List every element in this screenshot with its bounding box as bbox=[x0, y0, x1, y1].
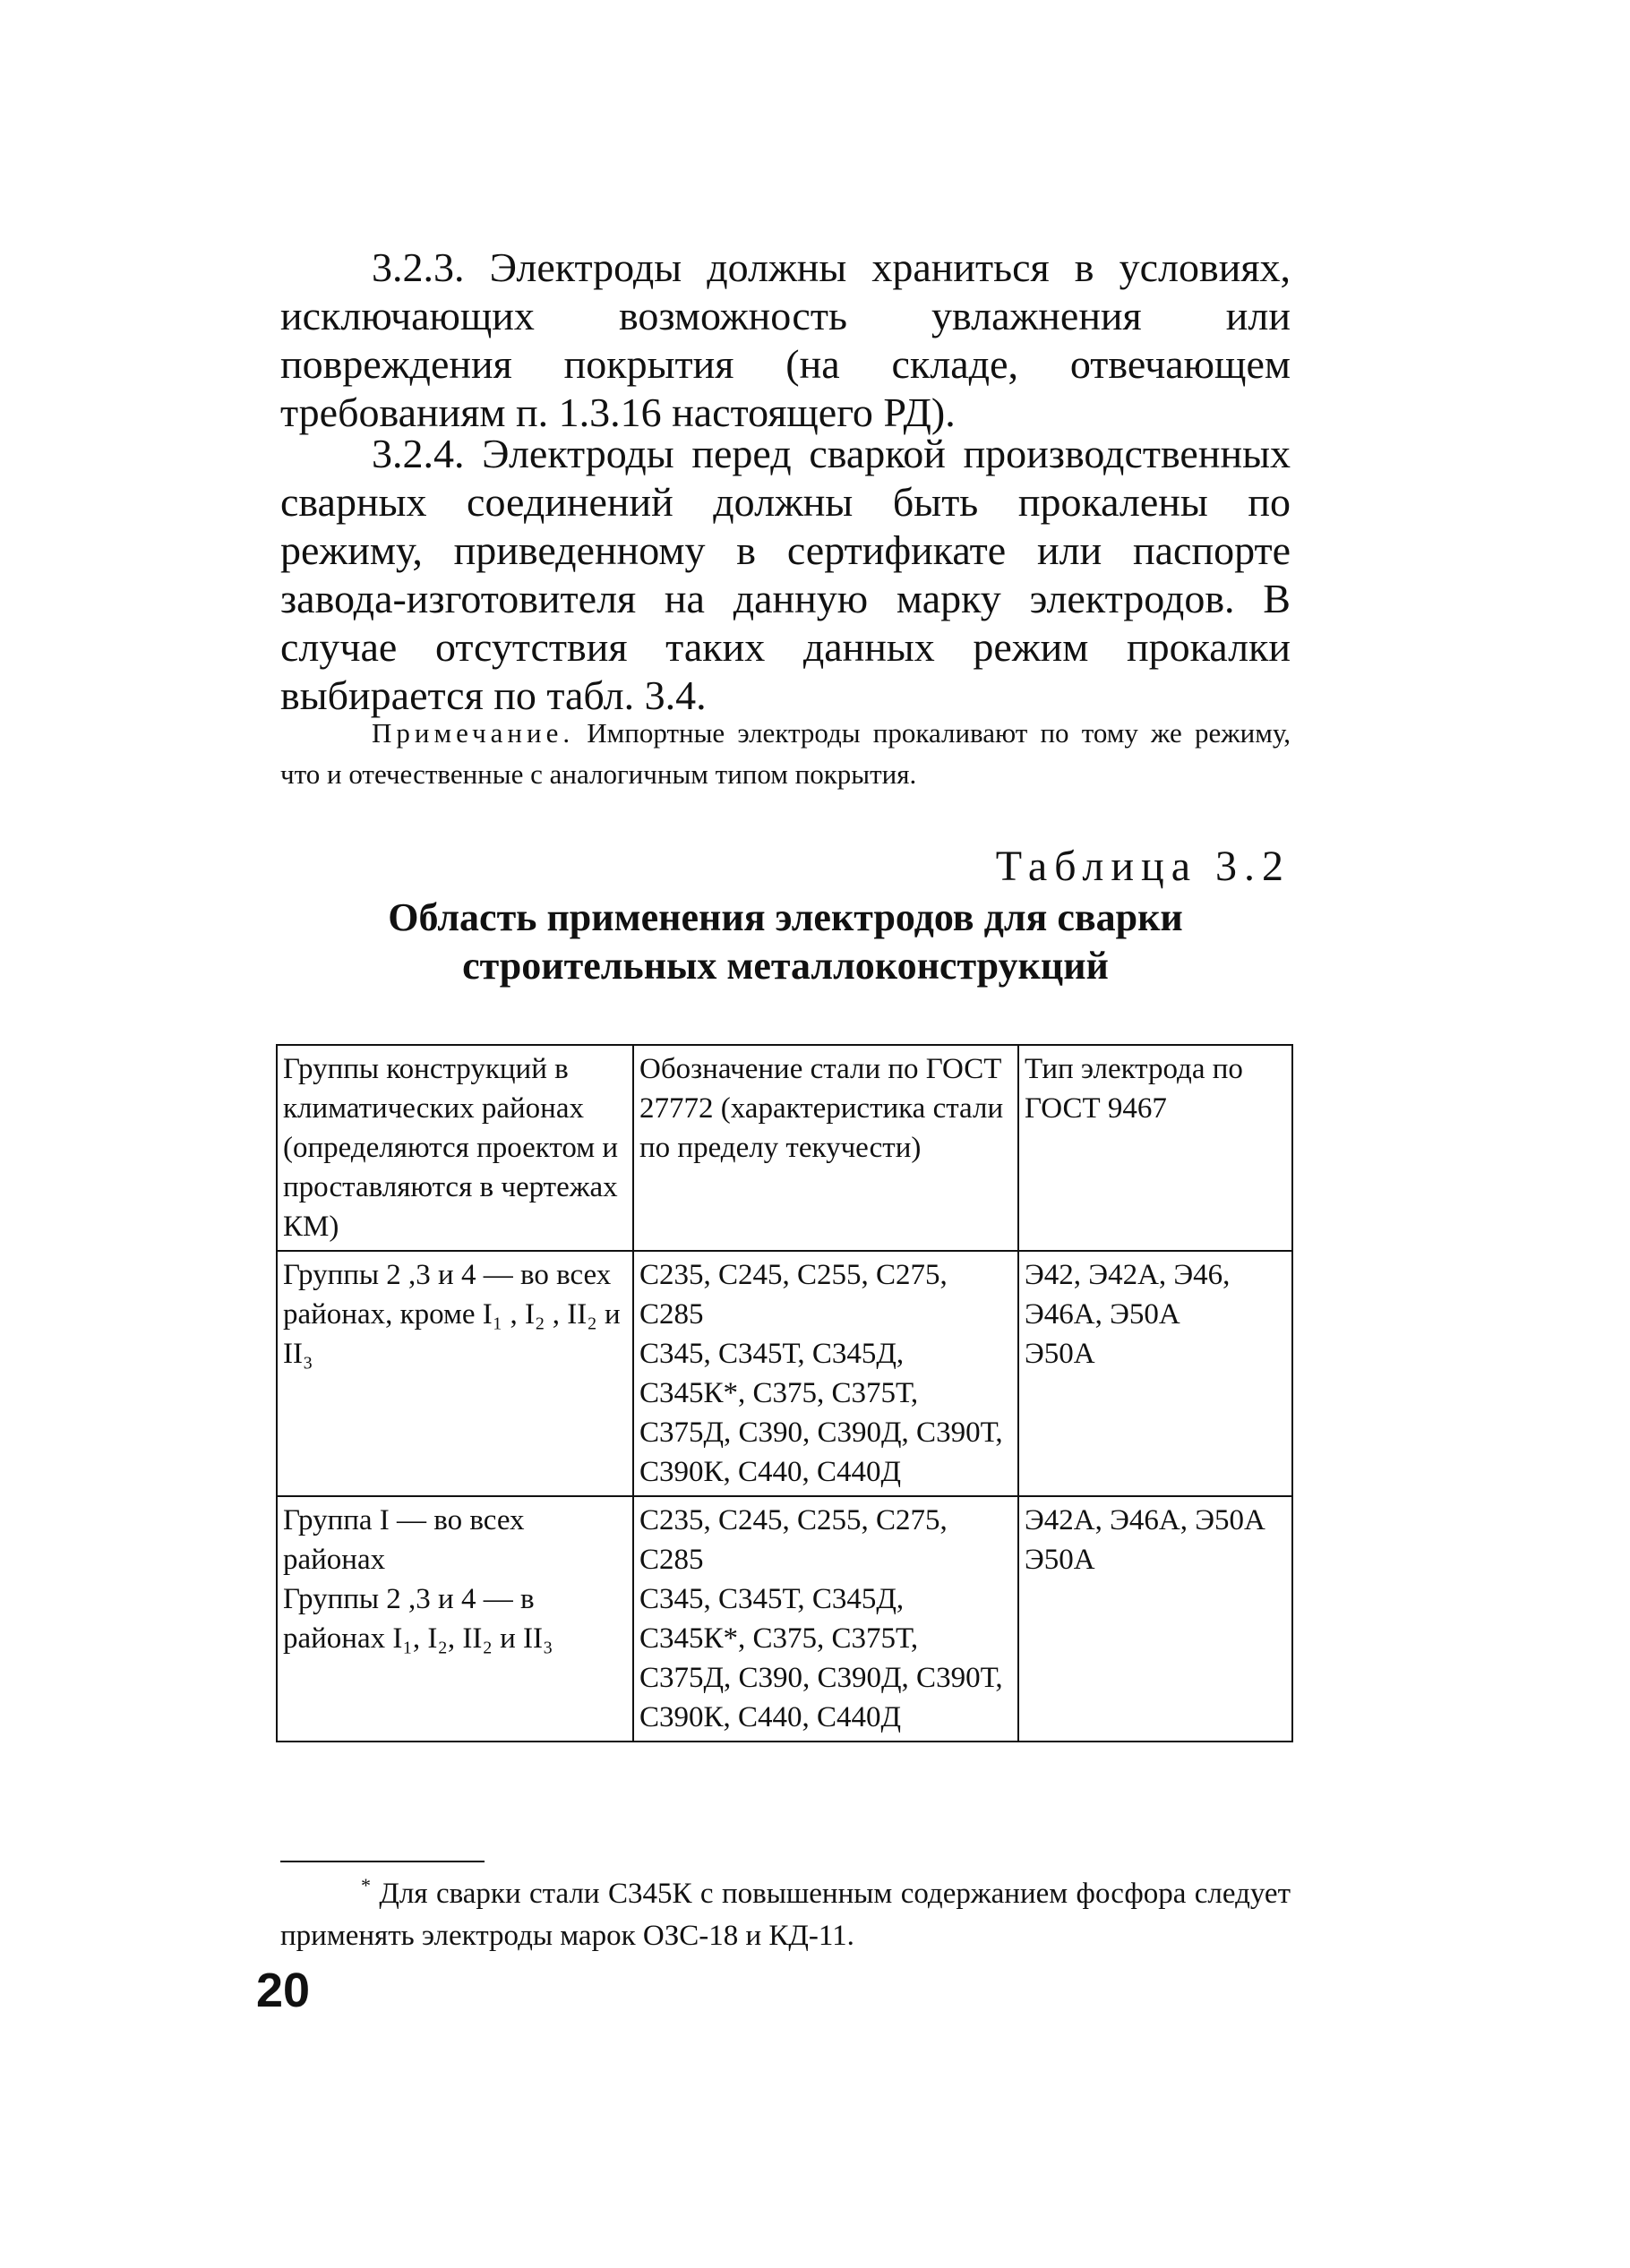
electrode-table bbox=[276, 1044, 1293, 1742]
table-cell-groups bbox=[277, 1496, 633, 1742]
footnote-text: Для сварки стали С345К с повышенным содержанием фосфора следует применять электроды марок ОЗС-18 и КД-11. bbox=[280, 1878, 1291, 1952]
groups-text: Группа I — во всех районах bbox=[283, 1504, 525, 1576]
page-number: 20 bbox=[256, 1964, 311, 2017]
electrode-list: Э42, Э42А, Э46, Э46А, Э50А bbox=[1025, 1259, 1231, 1331]
steel-list: С235, С245, С255, С275, С285 bbox=[639, 1259, 948, 1331]
footnote-divider bbox=[280, 1861, 485, 1862]
paragraph-3-2-4 bbox=[280, 430, 1291, 720]
paragraph-3-2-4-text: 3.2.4. Электроды перед сваркой производственных сварных соединений должны быть прокалены по режиму, приведенному в сертификате или паспорте завода-изготовителя на данную марку электродов. В случае отсутствия таких данных режим прокалки выбирается по табл. 3.4. bbox=[280, 431, 1291, 718]
electrode-list: Э50А bbox=[1025, 1544, 1095, 1576]
table-header-row bbox=[277, 1045, 1292, 1251]
groups-text: Группы 2 ,3 и 4 — во всех районах, кроме I₁ , I₂ , II₂ и II₃ bbox=[283, 1259, 621, 1370]
header-electrode-type: Тип электрода по ГОСТ 9467 bbox=[1018, 1045, 1292, 1251]
table-row bbox=[277, 1496, 1292, 1742]
table-cell-steel bbox=[633, 1496, 1018, 1742]
table-row bbox=[277, 1251, 1292, 1496]
header-construction-groups: Группы конструкций в климатических районах (определяются проектом и проставляются в чертежах КМ) bbox=[277, 1045, 633, 1251]
steel-list: С345, С345Т, С345Д, С345К*, С375, С375Т, С375Д, С390, С390Д, С390Т, С390К, С440, С440Д bbox=[639, 1583, 1003, 1733]
table-cell-electrodes bbox=[1018, 1251, 1292, 1496]
paragraph-3-2-3 bbox=[280, 244, 1291, 437]
header-steel-designation: Обозначение стали по ГОСТ 27772 (характеристика стали по пределу текучести) bbox=[633, 1045, 1018, 1251]
note-text: Импортные электроды прокаливают по тому же режиму, что и отечественные с аналогичным типом покрытия. bbox=[280, 717, 1291, 790]
paragraph-3-2-3-text: 3.2.3. Электроды должны храниться в условиях, исключающих возможность увлажнения или повреждения покрытия (на складе, отвечающем требованиям п. 1.3.16 настоящего РД). bbox=[280, 244, 1291, 435]
groups-text: Группы 2 ,3 и 4 — в районах I₁, I₂, II₂ и II₃ bbox=[283, 1583, 553, 1655]
steel-list: С235, С245, С255, С275, С285 bbox=[639, 1504, 948, 1576]
table-cell-groups bbox=[277, 1251, 633, 1496]
table-cell-steel bbox=[633, 1251, 1018, 1496]
table-number: Таблица 3.2 bbox=[995, 843, 1291, 890]
table-cell-electrodes bbox=[1018, 1496, 1292, 1742]
note bbox=[280, 713, 1291, 795]
electrode-list: Э42А, Э46А, Э50А bbox=[1025, 1504, 1265, 1536]
footnote-marker: * bbox=[361, 1874, 371, 1896]
electrode-list: Э50А bbox=[1025, 1338, 1095, 1370]
steel-list: С345, С345Т, С345Д, С345К*, С375, С375Т, С375Д, С390, С390Д, С390Т, С390К, С440, С440Д bbox=[639, 1338, 1003, 1488]
note-label: Примечание. bbox=[372, 717, 575, 749]
table-title: Область применения электродов для сварки строительных металлоконструкций bbox=[388, 895, 1183, 988]
footnote bbox=[280, 1864, 1291, 1957]
